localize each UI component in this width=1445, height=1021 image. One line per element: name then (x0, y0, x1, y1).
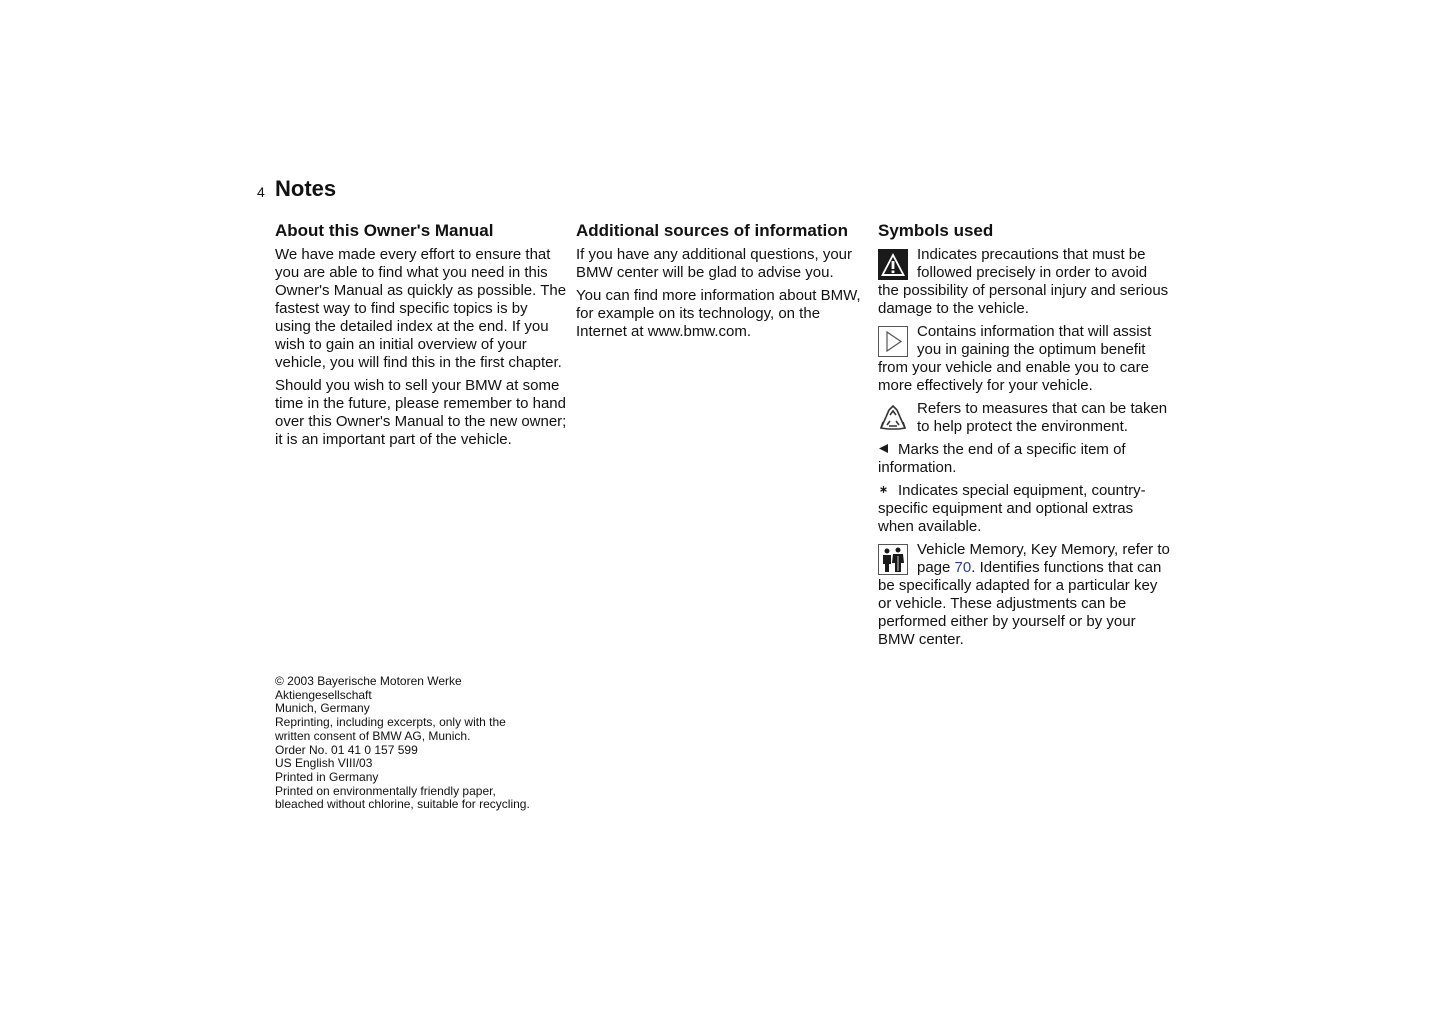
symbol-entry-vehicle-memory (878, 541, 1170, 649)
section-symbols-used (878, 220, 1170, 654)
paragraph: We have made every effort to ensure that you are able to find what you need in this Owner's Manual as quickly as possible. The fastest way to find specific topics is by using the detailed index at the end. If you wish to gain an initial overview of your vehicle, you will find this in the first chapter. (275, 246, 567, 371)
imprint (275, 675, 575, 812)
symbol-text: Vehicle Memory, Key Memory, refer to page (917, 541, 1170, 576)
symbol-text: Indicates precautions that must be followed precisely in order to avoid the possibility of personal injury and serious damage to the vehicle. (878, 246, 1169, 317)
page-reference-link[interactable]: 70 (954, 559, 972, 576)
recycling-icon (878, 403, 908, 434)
imprint-line: US English VIII/03 (275, 756, 373, 771)
vehicle-memory-icon (878, 544, 908, 575)
section-heading: Symbols used (878, 221, 994, 240)
imprint-line: © 2003 Bayerische Motoren Werke (275, 674, 462, 688)
warning-triangle-icon (878, 249, 908, 280)
imprint-line: Munich, Germany (275, 701, 370, 716)
paragraph: Should you wish to sell your BMW at some time in the future, please remember to hand over this Owner's Manual to the new owner; it is an important part of the vehicle. (275, 377, 567, 448)
end-marker-icon (878, 443, 889, 454)
imprint-line: Printed in Germany (275, 769, 379, 784)
asterisk-icon (878, 484, 889, 495)
imprint-line: bleached without chlorine, suitable for recycling. (275, 797, 530, 812)
symbol-text: Indicates special equipment, country-specific equipment and optional extras when available. (878, 482, 1146, 535)
symbol-entry-end-marker (878, 441, 1170, 477)
tip-arrow-icon (878, 326, 908, 357)
section-heading: About this Owner's Manual (275, 221, 494, 240)
symbol-entry-environment (878, 400, 1170, 436)
symbol-entry-warning (878, 246, 1170, 318)
paragraph: If you have any additional questions, your BMW center will be glad to advise you. (576, 246, 853, 281)
section-additional-sources (576, 220, 868, 346)
imprint-line: Printed on environmentally friendly paper, (275, 783, 496, 798)
symbol-text: Contains information that will assist you in gaining the optimum benefit from your vehicle and enable you to care more effectively for your vehicle. (878, 323, 1152, 394)
symbol-entry-tip (878, 323, 1170, 395)
symbol-text: Refers to measures that can be taken to help protect the environment. (917, 400, 1168, 435)
paragraph: You can find more information about BMW, for example on its technology, on the Internet at www.bmw.com. (576, 287, 861, 340)
symbol-entry-special-equipment (878, 482, 1170, 536)
section-heading: Additional sources of information (576, 221, 849, 240)
imprint-line: Order No. 01 41 0 157 599 (275, 742, 418, 757)
page-number: 4 (257, 184, 265, 200)
symbol-text: . Identifies functions that can be specifically adapted for a particular key or vehicle. These adjustments can be performed either by yourself or by your BMW center. (878, 559, 1162, 648)
imprint-line: written consent of BMW AG, Munich. (275, 728, 471, 743)
page-title: Notes (275, 176, 337, 201)
imprint-line: Aktiengesellschaft (275, 687, 372, 702)
imprint-line: Reprinting, including excerpts, only with the (275, 715, 506, 730)
symbol-text: Marks the end of a specific item of information. (878, 441, 1126, 476)
section-about-manual (275, 220, 567, 454)
